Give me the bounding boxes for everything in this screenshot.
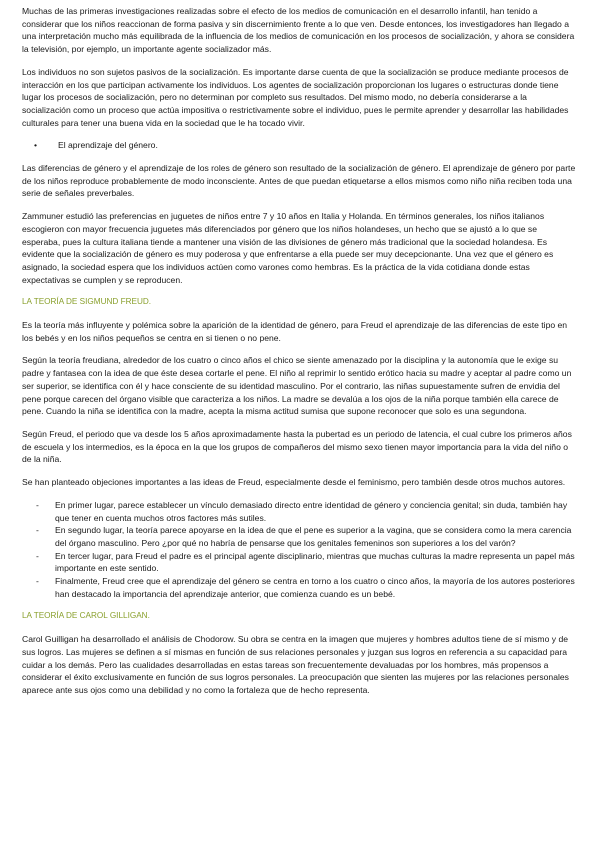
bullet-label: El aprendizaje del género.	[58, 140, 158, 151]
list-item	[22, 524, 577, 549]
objections-list	[22, 499, 577, 601]
paragraph-freud-intro: Es la teoría más influyente y polémica sobre la aparición de la identidad de género, para Freud el aprendizaje de las diferencias de este tipo en los bebés y en los niños pequeños se centra en si tienen o no pene.	[22, 320, 568, 343]
dash-icon: -	[36, 550, 39, 561]
paragraph-gilligan-theory: Carol Guilligan ha desarrollado el análisis de Chodorow. Su obra se centra en la imagen que mujeres y hombres adultos tiene de sí mismo y de sus logros. Las mujeres se definen a sí mismas en función de sus relaciones personales y juzgan sus logros en referencia a su capacidad para cuidar a los demás. Pero las cualidades desarrolladas en estas tareas son frecuentemente devaluadas por los hombres, más propensos a considerar el éxito exclusivamente en función de sus logros personales. La preocupación que sienten las mujeres por las relaciones personales aparece ante sus ojos como una debilidad y no como la fortaleza que de hecho representa.	[22, 634, 569, 695]
list-item	[22, 575, 577, 600]
paragraph-freud-theory: Según la teoría freudiana, alrededor de los cuatro o cinco años el chico se siente amenazado por la disciplina y la autonomía que le exige su padre y fantasea con la idea de que éste desea cortarle el pene. El niño al reprimir lo sentido erótico hacia su madre y aceptar al padre como un ser superior, se identifica con él y hace consciente de su identidad masculino. Por el contrario, las niñas supuestamente sufren de envidia del pene porque carecen del órgano visible que caracteriza a los niños. La madre se devalúa a los ojos de la niña porque también ella carece de pene. Cuando la niña se identifica con la madre, acepta la misma actitud sumisa que supone reconocer que solo es una segundona.	[22, 355, 572, 417]
paragraph-freud-objections: Se han planteado objeciones importantes a las ideas de Freud, especialmente desde el feminismo, pero también desde otros muchos autores.	[22, 477, 566, 488]
dash-icon: -	[36, 499, 39, 510]
list-item	[22, 550, 577, 575]
paragraph-active-individuals: Los individuos no son sujetos pasivos de la socialización. Es importante darse cuenta de que la socialización se produce mediante procesos de interacción en los que participan activamente los individuos. Los agentes de socialización proporcionan los lugares o estructuras donde tiene lugar los procesos de socialización, pero no determinan por completo sus resultados. Del mismo modo, no debería considerarse a la socialización como un proceso que actúa impositiva o restrictivamente sobre el individuo, pues le permite aprender y desarrollar las habilidades culturales para tener una buena vida en la sociedad que le ha tocado vivir.	[22, 66, 569, 128]
paragraph-freud-latency: Según Freud, el periodo que va desde los 5 años aproximadamente hasta la pubertad es un periodo de latencia, el cual cubre los primeros años de escuela y los intermedios, es la época en la que los grupos de compañeros del mismo sexo tienen mayor importancia para la vida del niño o de la niña.	[22, 428, 572, 465]
bullet-icon: •	[34, 140, 38, 151]
list-item-text: Finalmente, Freud cree que el aprendizaje del género se centra en torno a los cuatro o cinco años, la mayoría de los autores posteriores han destacado la importancia del aprendizaje anterior, que comienza cuando es un bebé.	[55, 576, 575, 599]
paragraph-zammuner-study: Zammuner estudió las preferencias en juguetes de niños entre 7 y 10 años en Italia y Holanda. En términos generales, los niños italianos escogieron con mayor frecuencia juguetes más diferenciados por género que los niños holandeses, un hecho que se ajustó a lo que se esperaba, pues la cultura italiana tiende a mantener una visión de las divisiones de género más tradicional que la sociedad holandesa. Es evidente que la socialización de género es muy poderosa y que enfrentarse a ella puede ser muy decepcionante. Una vez que el género es asignado, la sociedad espera que los individuos actúen como varones como hembras. Es la práctica de la vida cotidiana donde estas expectativas se cumplen y se reproducen.	[22, 211, 554, 285]
list-item-text: En primer lugar, parece establecer un vínculo demasiado directo entre identidad de género y conciencia genital; sin duda, también hay que tener en cuenta muchos otros factores más sutiles.	[55, 499, 568, 523]
list-item	[22, 499, 577, 524]
list-item-text: En tercer lugar, para Freud el padre es el principal agente disciplinario, mientras que muchas culturas la madre representa un papel más importante en este sentido.	[55, 550, 575, 574]
dash-icon: -	[36, 525, 39, 536]
heading-gilligan: LA TEORÍA DE CAROL GILLIGAN.	[22, 611, 150, 621]
paragraph-media-influence: Muchas de las primeras investigaciones realizadas sobre el efecto de los medios de comunicación en el desarrollo infantil, han tenido a considerar que los niños reaccionan de forma pasiva y sin discernimiento frente a lo que ven. Desde entonces, los investigadores han llegado a una interpretación mucho más equilibrada de la influencia de los medios de comunicación en los procesos de socialización, y ahora se considera la televisión, por ejemplo, un importante agente socializador más.	[22, 6, 575, 55]
heading-freud: LA TEORÍA DE SIGMUND FREUD.	[22, 297, 152, 307]
list-item-text: En segundo lugar, la teoría parece apoyarse en la idea de que el pene es superior a la vagina, que se considera como la mera carencia del órgano masculino. Pero ¿por qué no habría de pensarse que los genitales femeninos son superiores a los del varón?	[55, 525, 572, 548]
bullet-item-gender-learning	[22, 139, 577, 152]
dash-icon: -	[36, 576, 39, 587]
paragraph-gender-socialization: Las diferencias de género y el aprendizaje de los roles de género son resultado de la socialización de género. El aprendizaje de género por parte de los niños reproduce probablemente de modo inconsciente. Antes de que puedan etiquetarse a ellos mismos como niño niña reciben toda una serie de señales preverbales.	[22, 163, 576, 199]
